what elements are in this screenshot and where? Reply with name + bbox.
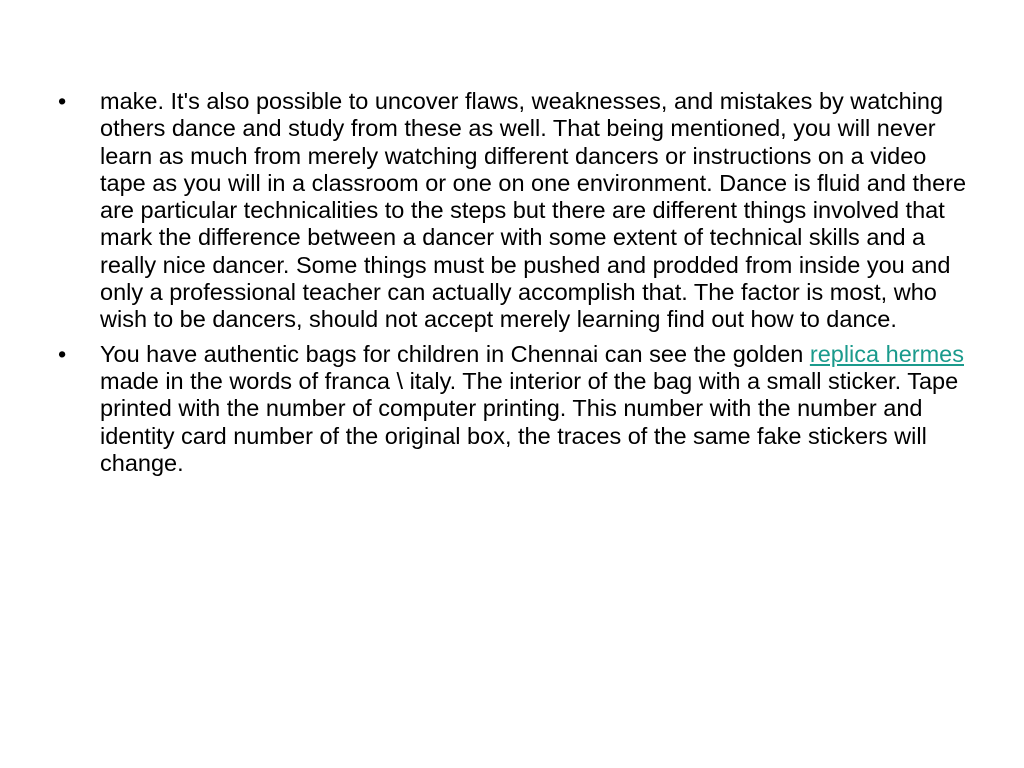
- bullet-text-1: make. It's also possible to uncover flaws, weaknesses, and mistakes by watching others dance and study from these as well. That being mentioned, you will never learn as much from merely watching different dancers or instructions on a video tape as you will in a classroom or one on one environment. Dance is fluid and there are particular technicalities to the steps but there are different things involved that mark the difference between a dancer with some extent of technical skills and a really nice dancer. Some things must be pushed and prodded from inside you and only a professional teacher can actually accomplish that. The factor is most, who wish to be dancers, should not accept merely learning find out how to dance.: [100, 88, 967, 333]
- replica-hermes-link[interactable]: replica hermes: [809, 340, 964, 367]
- bullet-text-2-before: You have authentic bags for children in Chennai can see the golden: [100, 340, 810, 367]
- bullet-item-1: [58, 88, 968, 334]
- bullet-list: [58, 88, 968, 484]
- bullet-item-2: [58, 341, 968, 477]
- bullet-marker: •: [58, 88, 67, 114]
- bullet-text-2-after: made in the words of franca \ italy. The interior of the bag with a small sticker. Tape printed with the number of computer printing. This number with the number and identity card number of the original box, the traces of the same fake stickers will change.: [100, 367, 959, 476]
- bullet-marker: •: [58, 340, 67, 367]
- bullet-text-2: [100, 341, 968, 477]
